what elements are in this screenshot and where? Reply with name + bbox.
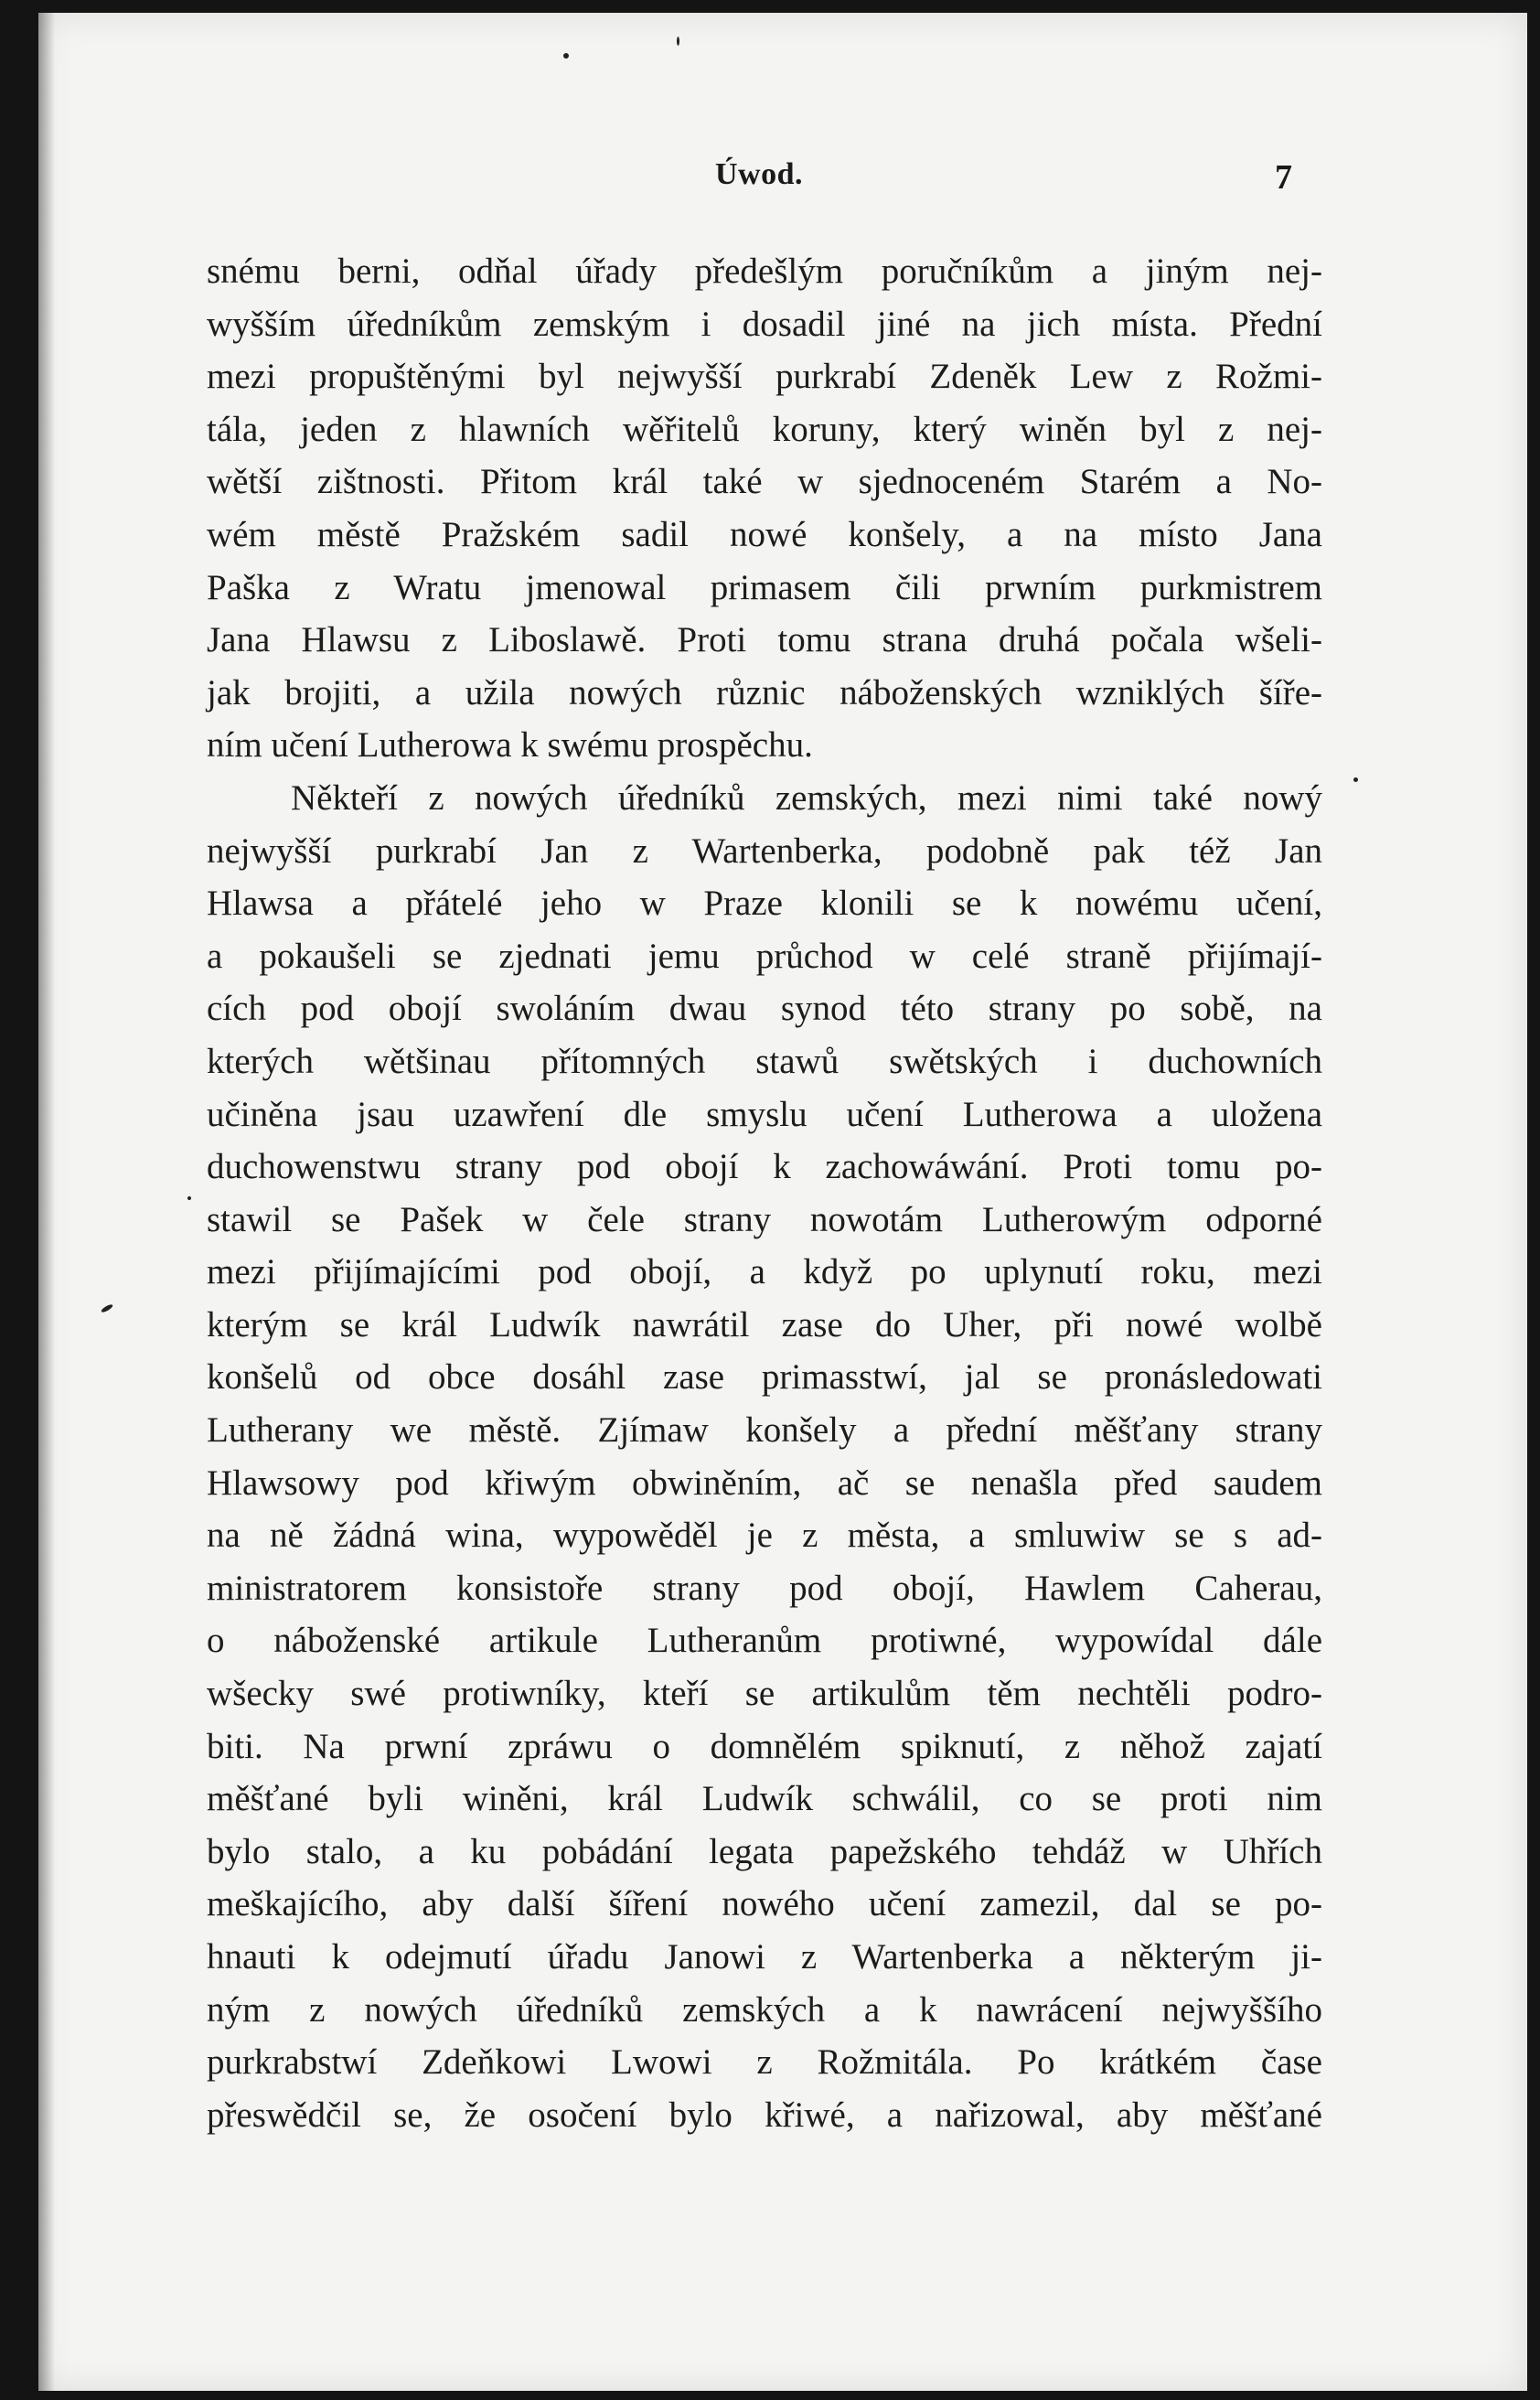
text-line: stawil se Pašek w čele strany nowotám Lutherowým odporné [207,1199,1322,1239]
page-number: 7 [1275,158,1292,197]
scan-speck [563,53,569,59]
text-line: měšťané byli winěni, král Ludwík schwálil, co se proti nim [207,1779,1322,1819]
text-line: jak brojiti, a užila nowých různic náboženských wzniklých šíře- [207,672,1322,712]
text-line: snému berni, odňal úřady předešlým poručníkům a jiným nej- [207,252,1322,291]
text-line: wyšším úředníkům zemským i dosadil jiné na jich místa. Přední [207,304,1322,344]
text-line-paragraph-start: Někteří z nowých úředníků zemských, mezi nimi také nowý [291,777,1322,818]
scan-speck [1353,777,1358,782]
text-line-paragraph-end: ním učení Lutherowa k swému prospěchu. [207,725,813,766]
text-line: kterých wětšinau přítomných stawů swětských i duchowních [207,1041,1322,1081]
text-line: cích pod obojí swoláním dwau synod této strany po sobě, na [207,989,1322,1029]
text-line: hnauti k odejmutí úřadu Janowi z Wartenberka a některým ji- [207,1937,1322,1977]
text-line: přeswědčil se, že osočení bylo křiwé, a nařizowal, aby měšťané [207,2095,1322,2135]
text-line: tála, jeden z hlawních wěřitelů koruny, který winěn byl z nej- [207,409,1322,449]
text-line: bylo stalo, a ku pobádání legata papežského tehdáž w Uhřích [207,1831,1322,1871]
page-spine-shadow [38,13,55,2391]
text-line: biti. Na prwní zpráwu o domnělém spiknutí, z něhož zajatí [207,1726,1322,1766]
text-line: purkrabstwí Zdeňkowi Lwowi z Rožmitála. Po krátkém čase [207,2042,1322,2083]
text-line: Lutherany we městě. Zjímaw konšely a přední měšťany strany [207,1410,1322,1451]
scan-speck [187,1196,191,1200]
text-line: Hlawsa a přátelé jeho w Praze klonili se k nowému učení, [207,884,1322,924]
text-line: meškajícího, aby další šíření nowého učení zamezil, dal se po- [207,1884,1322,1924]
text-line: kterým se král Ludwík nawrátil zase do Uher, při nowé wolbě [207,1304,1322,1345]
text-line: wšecky swé protiwníky, kteří se artikulům těm nechtěli podro- [207,1674,1322,1714]
text-line: konšelů od obce dosáhl zase primasstwí, jal se pronásledowati [207,1357,1322,1398]
text-line: Paška z Wratu jmenowal primasem čili prwním purkmistrem [207,567,1322,607]
text-line: ministratorem konsistoře strany pod obojí, Hawlem Caherau, [207,1568,1322,1608]
text-line: wětší zištnosti. Přitom král také w sjednoceném Starém a No- [207,462,1322,502]
text-line: o náboženské artikule Lutheranům protiwné, wypowídal dále [207,1621,1322,1661]
text-line: na ně žádná wina, wypowěděl je z města, a smluwiw se s ad- [207,1516,1322,1556]
running-header [0,157,1540,212]
running-title: Úwod. [714,157,804,191]
text-line: a pokaušeli se zjednati jemu průchod w celé straně přijímají- [207,936,1322,976]
text-line: Hlawsowy pod křiwým obwiněním, ač se nenašla před saudem [207,1462,1322,1503]
text-line: mezi přijímajícími pod obojí, a když po uplynutí roku, mezi [207,1252,1322,1292]
text-line: wém městě Pražském sadil nowé konšely, a na místo Jana [207,514,1322,554]
text-line: mezi propuštěnými byl nejwyšší purkrabí Zdeněk Lew z Rožmi- [207,357,1322,397]
text-line: učiněna jsau uzawření dle smyslu učení Lutherowa a uložena [207,1094,1322,1134]
body-text [207,245,1322,2141]
text-line: Jana Hlawsu z Liboslawě. Proti tomu strana druhá počala wšeli- [207,620,1322,660]
text-line: duchowenstwu strany pod obojí k zachowáwání. Proti tomu po- [207,1147,1322,1187]
text-line: ným z nowých úředníků zemských a k nawrácení nejwyššího [207,1989,1322,2030]
scan-speck [677,37,679,46]
text-line: nejwyšší purkrabí Jan z Wartenberka, podobně pak též Jan [207,830,1322,871]
